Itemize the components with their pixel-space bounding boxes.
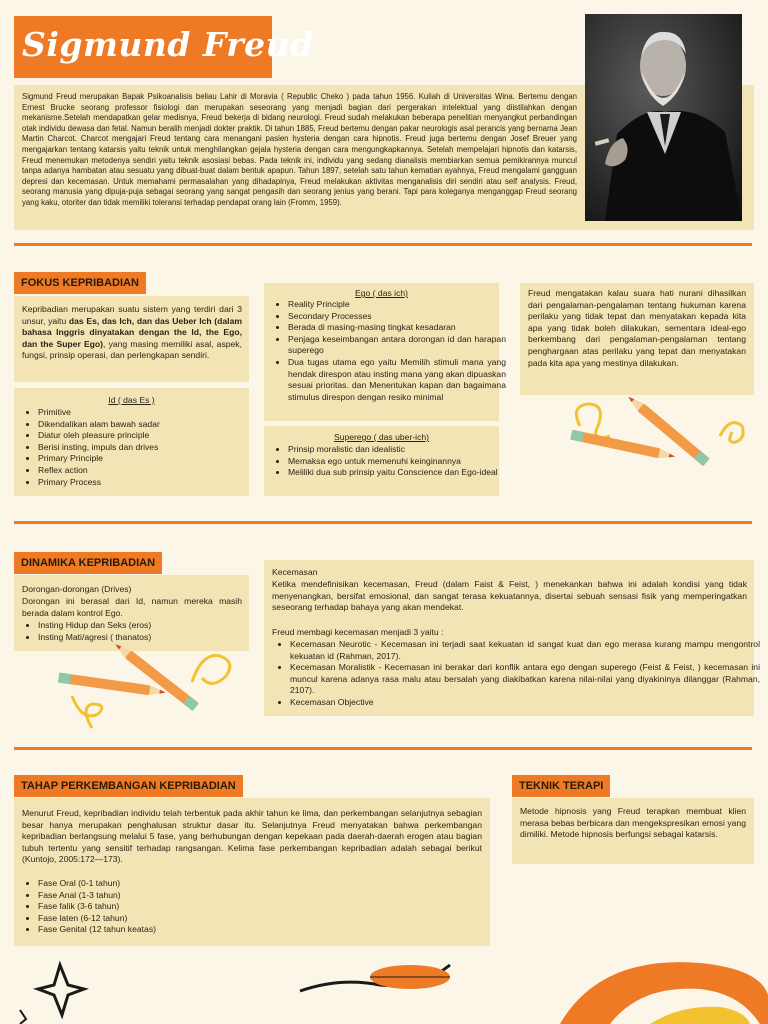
fokus-text-bold: das Es, das Ich, dan das Ueber Ich (dalam bahasa Inggris dinyatakan dengan the Id, the Ego, dan the Super Ego) xyxy=(22,315,242,349)
fokus-text-start: Kepribadian merupakan suatu sistem yang terdiri dari 3 unsur, yaitu xyxy=(22,304,242,326)
list-item: • Kecemasan Neurotic - Kecemasan ini terjadi saat kekuatan id sangat kuat dan ego merasa kurang mampu mengontrol kekuatan id (Rahman, 2017). xyxy=(290,639,760,662)
dinamika-list xyxy=(24,620,258,643)
list-item: • Fase Genital (12 tahun keatas) xyxy=(38,924,488,936)
list-item: • Insting Mati/agresi ( thanatos) xyxy=(38,632,258,644)
list-item: • Primitive xyxy=(38,407,258,419)
page-title: Sigmund Freud xyxy=(22,25,314,64)
list-item: • Dikendalikan alam bawah sadar xyxy=(38,419,258,431)
kecemasan-intro: Freud membagi kecemasan menjadi 3 yaitu : xyxy=(272,627,444,637)
list-item: • Diatur oleh pleasure principle xyxy=(38,430,258,442)
list-item: • Memaksa ego untuk memenuhi keinginannya xyxy=(288,456,506,468)
list-item: • Insting Hidup dan Seks (eros) xyxy=(38,620,258,632)
list-item: • Berada di masing-masing tingkat kesadaran xyxy=(288,322,506,334)
kecemasan-text: Ketika mendefinisikan kecemasan, Freud (dalam Faist & Feist, ) menekankan bahwa ini adalah kondisi yang tidak menyenangkan, bersifat emosional, dan sangat terasa kekuatannya, disertai sebuah sensasi fisik yang memperingatkan seseorang terhadap bahaya yang akan mendekat. xyxy=(272,579,747,613)
superego-note: Freud mengatakan kalau suara hati nurani dihasilkan dari pengalaman-pengalaman tentang hukuman karena perilaku yang tidak tepat dan menyatakan kepada kita apa yang tidak boleh dilakukan, sementara ideal-ego berkembang dari pengalaman-pengalaman tentang penghargaan atas perilaku yang tepat dan menyatakan pada kita apa yang mestinya dilakukan. xyxy=(528,288,746,368)
list-item: • Prinsip moralistic dan idealistic xyxy=(288,444,506,456)
list-item: • Primary Principle xyxy=(38,453,258,465)
tahap-perkembangan-tag: TAHAP PERKEMBANGAN KEPRIBADIAN xyxy=(14,775,243,797)
fokus-kepribadian-tag: FOKUS KEPRIBADIAN xyxy=(14,272,146,294)
title-banner xyxy=(14,16,314,78)
divider xyxy=(14,521,752,524)
list-item: • Reflex action xyxy=(38,465,258,477)
list-item: • Primary Process xyxy=(38,477,258,489)
list-item: • Fase laten (6-12 tahun) xyxy=(38,913,488,925)
ego-list xyxy=(274,299,506,403)
intro-text: Sigmund Freud merupakan Bapak Psikoanalisis beliau Lahir di Moravia ( Republic Cheko ) pada tahun 1956. Kuliah di Universitas Wina. Bertemu dengan Ernest Brucke seorang professor fisiologi dan merupakan seseorang yang menjadi bagian dari pergerakan intelektual yang diistilahkan dengan mekanisme.Setelah mendapatkan gelar medisnya, Freud bekerja di bidang neurologi. Freud sudah melakukan beberapa penelitian menyangkut perbandingan otak individu dewasa dan fetal. Namun beralih menjadi dokter praktik. Di tahun 1885, Freud bertemu dengan pakar neurologis asal perancis yang bernama Jean Martin Charcot. Charcot mengajari Freud tentang cara menangani pasien hysteria dengan cara hipnotis. Freud juga bertemu dengan Josef Breuer yang mengajarkan tentang katarsis yaitu teknik untuk menghilangkan gejala hysteria dengan cara mengungkapkannya. Setelah mempelajari hipnotis dan katarsis, Freud menemukan metodenya sendiri yaitu teknik asosiasi bebas. Pada teknik ini, individu yang sedang dianalisis membiarkan semua pemikirannya muncul tanpa adanya hambatan atau sesuatu yang dibuat-buat dalam bentuk apapun. Tahun 1897, setelah satu tahun kematian ayahnya, Freud mengalami gangguan depresi dan kecemasan. Untuk memahami permasalahan yang dihadapinya, Freud melakukan aktivitas menganalisis diri sendiri atau self analysis. Freud, seorang manusia yang dipuja-puja sebagai seorang yang sangat pengasih dan seorang jenius yang berani. Tapi para koleganya menganggap Freud seorang yang kaku, otoriter dan tidak memiliki toleransi terhadap pendapat orang lain (Fromm, 1959). xyxy=(22,92,577,207)
divider xyxy=(14,243,752,246)
teknik-text: Metode hipnosis yang Freud terapkan membuat klien merasa bebas berbicara dan mengekspresikan emosi yang dimiliki. Metode hipnosis berfungsi sebagai katarsis. xyxy=(520,806,746,840)
teknik-terapi-tag: TEKNIK TERAPI xyxy=(512,775,610,797)
superego-list xyxy=(274,444,506,479)
id-heading: Id ( das Es ) xyxy=(108,395,155,405)
list-item: • Secondary Processes xyxy=(288,311,506,323)
list-item: • Kecemasan Objective xyxy=(290,697,760,709)
superego-heading: Superego ( das uber-ich) xyxy=(333,432,430,442)
tahap-list xyxy=(24,878,488,936)
list-item: • Reality Principle xyxy=(288,299,506,311)
id-list xyxy=(24,407,258,488)
list-item: • Berisi insting, impuls dan drives xyxy=(38,442,258,454)
kecemasan-list xyxy=(276,639,760,709)
dinamika-text: Dorongan ini berasal dari Id, namun mereka masih berada dalam kontrol Ego. xyxy=(22,596,242,618)
dinamika-kepribadian-tag: DINAMIKA KEPRIBADIAN xyxy=(14,552,162,574)
list-item: • Dua tugas utama ego yaitu Memilih stimuli mana yang hendak direspon atau insting mana yang akan dipuaskan sesuai prioritas. dan Menentukan kapan dan bagaimana stimulus direspon dengan resiko minimal xyxy=(288,357,506,403)
kecemasan-heading: Kecemasan xyxy=(272,567,318,577)
pencil-decoration xyxy=(550,396,750,476)
pencil-decoration xyxy=(52,642,242,732)
list-item: • Fase Anal (1-3 tahun) xyxy=(38,890,488,902)
fokus-text-end: , yang masing memiliki asal, aspek, fungsi, prinsip operasi, dan perlengkapan sendiri. xyxy=(22,338,242,361)
list-item: • Penjaga keseimbangan antara dorongan id dan harapan superego xyxy=(288,334,506,357)
bottom-decoration xyxy=(0,955,768,1024)
tahap-text: Menurut Freud, kepribadian individu telah terbentuk pada akhir tahun ke lima, dan perkembangan selanjutnya sebagian besar hanya merupakan penghalusan struktur dasar itu. Selanjutnya Freud menyatakan bahwa perkembangan kepribadian berlangsung melalui 5 fase, yang berhubungan dengan kepekaan pada daerah-daerah erogen atau bagian tubuh tertentu yang sensitif terhadap rangsangan. Kelima fase perkembangan kepribadian adalah sebagai berikut (Kuntojo, 2005:172—173). xyxy=(22,808,482,865)
dinamika-drives: Dorongan-dorongan (Drives) xyxy=(22,584,132,594)
ego-heading: Ego ( das ich) xyxy=(354,288,409,298)
fokus-text xyxy=(22,304,242,362)
freud-portrait xyxy=(585,14,742,221)
list-item: • Kecemasan Moralistik - Kecemasan ini berakar dari konflik antara ego dengan superego (Feist & Feist, ) kecemasan ini muncul karena adanya rasa malu atau bersalah yang diakibatkan karena nilai-nilai yang diyakininya dilanggar (Rahman, 2107). xyxy=(290,662,760,697)
list-item: • Meliliki dua sub prinsip yaitu Conscience dan Ego-ideal xyxy=(288,467,506,479)
list-item: • Fase falik (3-6 tahun) xyxy=(38,901,488,913)
divider xyxy=(14,747,752,750)
list-item: • Fase Oral (0-1 tahun) xyxy=(38,878,488,890)
